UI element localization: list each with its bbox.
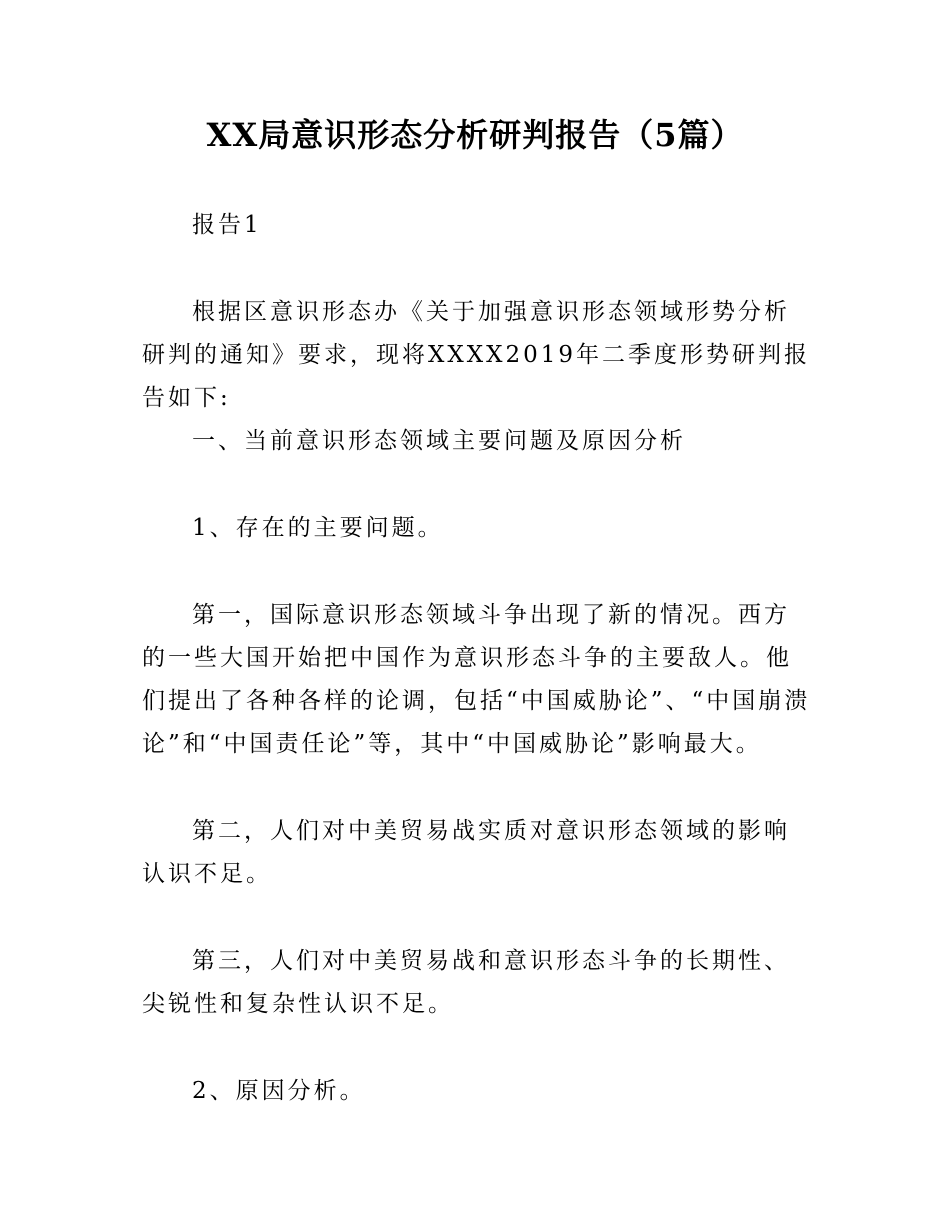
document-title: XX局意识形态分析研判报告（5篇） [206, 116, 744, 154]
report-number: 报告1 [192, 212, 262, 238]
section-heading-1: 一、当前意识形态领域主要问题及原因分析 [192, 428, 686, 454]
intro-paragraph: 根据区意识形态办《关于加强意识形态领域形势分析研判的通知》要求，现将XXXX2019年二季度形势研判报告如下: [142, 299, 811, 411]
paragraph-third-point: 第三，人们对中美贸易战和意识形态斗争的长期性、尖锐性和复杂性认识不足。 [142, 948, 790, 1017]
subsection-heading-problems: 1、存在的主要问题。 [192, 515, 444, 541]
paragraph-second-point: 第二，人们对中美贸易战实质对意识形态领域的影响认识不足。 [142, 818, 790, 887]
subsection-heading-causes: 2、原因分析。 [192, 1078, 366, 1104]
paragraph-first-point: 第一，国际意识形态领域斗争出现了新的情况。西方的一些大国开始把中国作为意识形态斗争的主要敌人。他们提出了各种各样的论调，包括“中国威胁论”、“中国崩溃论”和“中国责任论”等，其中“中国威胁论”影响最大。 [142, 602, 811, 757]
